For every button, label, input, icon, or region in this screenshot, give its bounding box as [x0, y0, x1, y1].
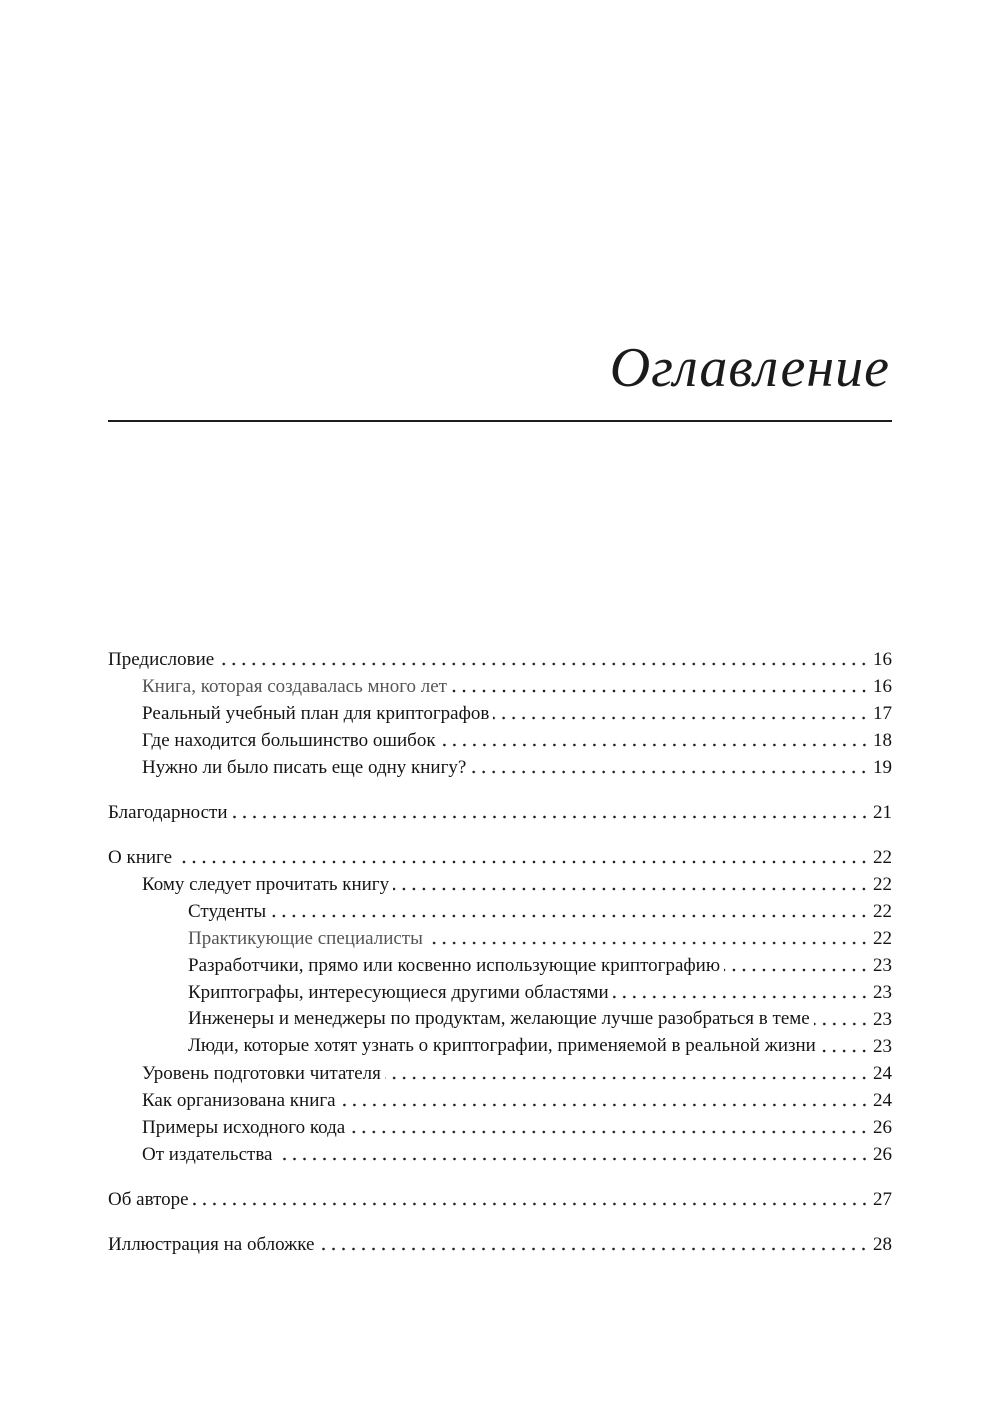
toc-entry[interactable]: [108, 797, 892, 824]
toc-entry[interactable]: [108, 896, 892, 923]
toc-entry-page-number: 23: [873, 982, 892, 1003]
toc-entry[interactable]: [108, 1004, 892, 1031]
dot-leader: [724, 968, 869, 972]
dot-leader: [440, 743, 869, 747]
title-divider: [108, 420, 892, 422]
toc-entry-page-number: 23: [873, 1009, 892, 1030]
toc-entry[interactable]: [108, 698, 892, 725]
toc-entry-page-number: 21: [873, 802, 892, 823]
toc-entry-page-number: 22: [873, 874, 892, 895]
toc-entry[interactable]: [108, 1058, 892, 1085]
toc-entry-page-number: 26: [873, 1144, 892, 1165]
toc-entry-page-number: 17: [873, 703, 892, 724]
toc-entry-page-number: 19: [873, 757, 892, 778]
dot-leader: [349, 1130, 869, 1134]
toc-entry-page-number: 22: [873, 847, 892, 868]
toc-entry-title: Благодарности: [108, 802, 228, 823]
dot-leader: [427, 941, 869, 945]
toc-entry[interactable]: [108, 1031, 892, 1058]
toc-entry-page-number: 23: [873, 1036, 892, 1057]
dot-leader: [277, 1157, 870, 1161]
toc-entry[interactable]: [108, 869, 892, 896]
toc-entry-page-number: 16: [873, 676, 892, 697]
toc-entry-title: Люди, которые хотят узнать о криптографии, применяемой в реальной жизни: [188, 1035, 816, 1056]
toc-entry-page-number: 22: [873, 901, 892, 922]
toc-entry-title: О книге: [108, 847, 173, 868]
toc-entry[interactable]: [108, 752, 892, 779]
dot-leader: [814, 1022, 869, 1026]
toc-entry[interactable]: [108, 1085, 892, 1112]
toc-entry-title: Разработчики, прямо или косвенно использующие криптографию: [188, 955, 721, 976]
dot-leader: [613, 995, 869, 999]
toc-entry-title: Уровень подготовки читателя: [142, 1063, 381, 1084]
toc-entry-title: Об авторе: [108, 1189, 189, 1210]
toc-entry[interactable]: [108, 725, 892, 752]
toc-entry[interactable]: [108, 977, 892, 1004]
toc-entry-title: Кому следует прочитать книгу: [142, 874, 390, 895]
toc-entry-page-number: 24: [873, 1063, 892, 1084]
toc-entry-title: Реальный учебный план для криптографов: [142, 703, 490, 724]
dot-leader: [393, 887, 869, 891]
toc-entry-title: Примеры исходного кода: [142, 1117, 346, 1138]
toc-entry-page-number: 22: [873, 928, 892, 949]
toc-entry-title: Студенты: [188, 901, 267, 922]
toc-entry-page-number: 27: [873, 1189, 892, 1210]
toc-entry-page-number: 18: [873, 730, 892, 751]
toc-entry-title: Как организована книга: [142, 1090, 336, 1111]
dot-leader: [385, 1076, 869, 1080]
dot-leader: [820, 1049, 869, 1053]
toc-entry[interactable]: [108, 950, 892, 977]
dot-leader: [232, 815, 870, 819]
toc-entry-page-number: 16: [873, 649, 892, 670]
table-of-contents: [108, 644, 892, 1256]
toc-entry-title: Книга, которая создавалась много лет: [142, 676, 447, 697]
toc-entry[interactable]: [108, 1112, 892, 1139]
toc-entry-title: Нужно ли было писать еще одну книгу?: [142, 757, 467, 778]
toc-entry[interactable]: [108, 923, 892, 950]
dot-leader: [218, 662, 869, 666]
dot-leader: [176, 860, 869, 864]
toc-entry-title: Где находится большинство ошибок: [142, 730, 436, 751]
toc-entry-title: Криптографы, интересующиеся другими областями: [188, 982, 609, 1003]
dot-leader: [318, 1247, 869, 1251]
toc-entry-title: Иллюстрация на обложке: [108, 1234, 315, 1255]
toc-entry-page-number: 23: [873, 955, 892, 976]
dot-leader: [340, 1103, 869, 1107]
toc-entry-title: Инженеры и менеджеры по продуктам, желающие лучше разобраться в теме: [188, 1008, 810, 1029]
toc-entry-title: От издательства: [142, 1144, 273, 1165]
toc-entry[interactable]: [108, 1229, 892, 1256]
toc-entry[interactable]: [108, 644, 892, 671]
page-title: Оглавление: [609, 337, 890, 399]
dot-leader: [470, 770, 869, 774]
dot-leader: [451, 689, 869, 693]
toc-entry-page-number: 24: [873, 1090, 892, 1111]
toc-entry-title: Предисловие: [108, 649, 215, 670]
toc-entry[interactable]: [108, 1184, 892, 1211]
toc-entry[interactable]: [108, 671, 892, 698]
dot-leader: [270, 914, 869, 918]
toc-entry-page-number: 28: [873, 1234, 892, 1255]
toc-entry-page-number: 26: [873, 1117, 892, 1138]
dot-leader: [193, 1202, 869, 1206]
toc-entry[interactable]: [108, 842, 892, 869]
toc-entry-title: Практикующие специалисты: [188, 928, 423, 949]
dot-leader: [493, 716, 869, 720]
toc-entry[interactable]: [108, 1139, 892, 1166]
